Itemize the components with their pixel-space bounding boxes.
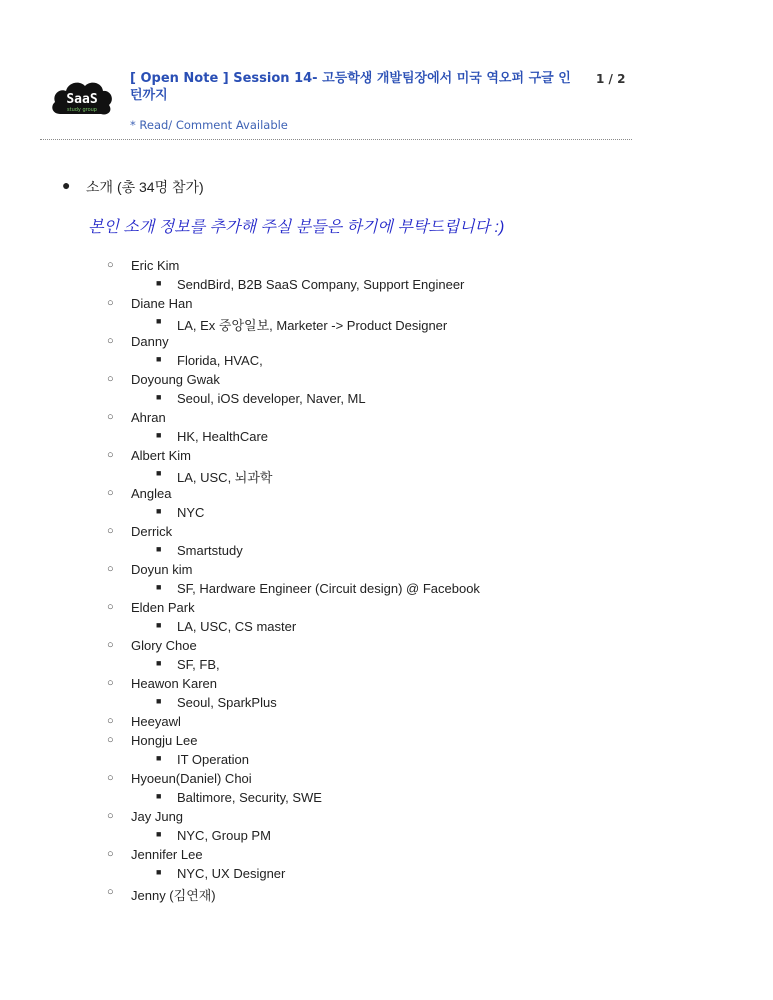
member-detail-row <box>0 752 773 771</box>
member-name: Danny <box>131 334 169 349</box>
member-item <box>0 258 773 296</box>
member-item <box>0 714 773 733</box>
member-detail: SendBird, B2B SaaS Company, Support Engineer <box>177 277 465 292</box>
hollow-bullet-icon: ○ <box>107 335 114 347</box>
member-name-row <box>0 372 773 391</box>
square-bullet-icon: ■ <box>156 658 162 668</box>
member-name: Heeyawl <box>131 714 181 729</box>
member-detail: NYC <box>177 505 205 520</box>
member-detail-row <box>0 543 773 562</box>
member-item <box>0 771 773 809</box>
member-item <box>0 296 773 334</box>
member-item <box>0 448 773 486</box>
member-name: Doyun kim <box>131 562 193 577</box>
member-detail-row <box>0 391 773 410</box>
logo-subtext: study group <box>67 107 97 113</box>
member-detail-row <box>0 353 773 372</box>
member-detail-row <box>0 581 773 600</box>
member-name-row <box>0 448 773 467</box>
member-detail-row <box>0 429 773 448</box>
member-name-row <box>0 258 773 277</box>
member-name-row <box>0 676 773 695</box>
member-name-row <box>0 771 773 790</box>
square-bullet-icon: ■ <box>156 506 162 516</box>
member-name-row <box>0 638 773 657</box>
member-detail-row <box>0 790 773 809</box>
member-name: Eric Kim <box>131 258 180 273</box>
member-detail: HK, HealthCare <box>177 429 269 444</box>
member-name: Ahran <box>131 410 166 425</box>
member-name-row <box>0 600 773 619</box>
square-bullet-icon: ■ <box>156 430 162 440</box>
square-bullet-icon: ■ <box>156 696 162 706</box>
member-detail: SF, FB, <box>177 657 220 672</box>
hollow-bullet-icon: ○ <box>107 639 114 651</box>
member-detail: Smartstudy <box>177 543 243 558</box>
member-item <box>0 885 773 904</box>
member-detail-row <box>0 315 773 334</box>
hollow-bullet-icon: ○ <box>107 810 114 822</box>
member-item <box>0 847 773 885</box>
member-item <box>0 600 773 638</box>
member-item <box>0 410 773 448</box>
member-detail: IT Operation <box>177 752 250 767</box>
hollow-bullet-icon: ○ <box>107 487 114 499</box>
member-detail: Florida, HVAC, <box>177 353 263 368</box>
hollow-bullet-icon: ○ <box>107 734 114 746</box>
member-item <box>0 809 773 847</box>
square-bullet-icon: ■ <box>156 582 162 592</box>
member-detail-row <box>0 467 773 486</box>
member-name: Hongju Lee <box>131 733 198 748</box>
member-item <box>0 486 773 524</box>
member-name-row <box>0 733 773 752</box>
hollow-bullet-icon: ○ <box>107 886 114 898</box>
member-name-row <box>0 562 773 581</box>
square-bullet-icon: ■ <box>156 829 162 839</box>
square-bullet-icon: ■ <box>156 278 162 288</box>
member-detail-row <box>0 828 773 847</box>
member-detail: Seoul, SparkPlus <box>177 695 277 710</box>
member-name-row <box>0 486 773 505</box>
member-name-row <box>0 714 773 733</box>
member-name: Glory Choe <box>131 638 197 653</box>
member-name: Heawon Karen <box>131 676 217 691</box>
hollow-bullet-icon: ○ <box>107 259 114 271</box>
hollow-bullet-icon: ○ <box>107 411 114 423</box>
member-detail-row <box>0 619 773 638</box>
member-name: Doyoung Gwak <box>131 372 220 387</box>
square-bullet-icon: ■ <box>156 791 162 801</box>
member-detail: NYC, UX Designer <box>177 866 286 881</box>
member-detail-row <box>0 695 773 714</box>
member-name: Jenny (김연재) <box>131 888 216 903</box>
square-bullet-icon: ■ <box>156 544 162 554</box>
member-name-row <box>0 296 773 315</box>
member-detail-row <box>0 866 773 885</box>
member-detail: LA, USC, CS master <box>177 619 297 634</box>
member-item <box>0 562 773 600</box>
member-name-row <box>0 524 773 543</box>
document-header <box>0 0 773 142</box>
hollow-bullet-icon: ○ <box>107 848 114 860</box>
hollow-bullet-icon: ○ <box>107 563 114 575</box>
document-title: [ Open Note ] Session 14- 고등학생 개발팀장에서 미국 역오퍼 구글 인턴까지 <box>130 71 571 103</box>
member-name: Derrick <box>131 524 173 539</box>
member-name: Anglea <box>131 486 172 501</box>
square-bullet-icon: ■ <box>156 316 162 326</box>
member-item <box>0 372 773 410</box>
member-name-row <box>0 885 773 904</box>
member-detail: Baltimore, Security, SWE <box>177 790 322 805</box>
saas-study-group-logo <box>50 76 114 118</box>
member-item <box>0 676 773 714</box>
member-detail-row <box>0 277 773 296</box>
square-bullet-icon: ■ <box>156 468 162 478</box>
member-name: Elden Park <box>131 600 195 615</box>
member-item <box>0 733 773 771</box>
member-item <box>0 524 773 562</box>
member-name: Jennifer Lee <box>131 847 203 862</box>
member-name-row <box>0 334 773 353</box>
square-bullet-icon: ■ <box>156 867 162 877</box>
header-divider <box>40 139 632 140</box>
member-name-row <box>0 847 773 866</box>
square-bullet-icon: ■ <box>156 392 162 402</box>
hollow-bullet-icon: ○ <box>107 449 114 461</box>
member-detail: Seoul, iOS developer, Naver, ML <box>177 391 366 406</box>
square-bullet-icon: ■ <box>156 753 162 763</box>
bullet-icon: ● <box>62 177 71 193</box>
member-detail: NYC, Group PM <box>177 828 271 843</box>
member-name-row <box>0 809 773 828</box>
member-name: Albert Kim <box>131 448 191 463</box>
member-detail: SF, Hardware Engineer (Circuit design) @ Facebook <box>177 581 480 596</box>
member-name-row <box>0 410 773 429</box>
member-list <box>0 258 773 904</box>
square-bullet-icon: ■ <box>156 354 162 364</box>
member-name: Hyoeun(Daniel) Choi <box>131 771 252 786</box>
intro-request-text: 본인 소개 정보를 추가해 주실 분들은 하기에 부탁드립니다 :) <box>88 219 505 236</box>
square-bullet-icon: ■ <box>156 620 162 630</box>
member-detail-row <box>0 505 773 524</box>
member-item <box>0 334 773 372</box>
access-note: * Read/ Comment Available <box>130 118 288 132</box>
section-heading-text: 소개 (총 34명 참가) <box>86 179 204 195</box>
hollow-bullet-icon: ○ <box>107 297 114 309</box>
logo-text: SaaS <box>66 92 98 107</box>
member-detail: LA, USC, 뇌과학 <box>177 470 273 485</box>
member-detail: LA, Ex 중앙일보, Marketer -> Product Designer <box>177 318 448 333</box>
hollow-bullet-icon: ○ <box>107 715 114 727</box>
hollow-bullet-icon: ○ <box>107 373 114 385</box>
hollow-bullet-icon: ○ <box>107 601 114 613</box>
cloud-logo-icon <box>50 76 114 118</box>
page-number: 1 / 2 <box>596 72 626 86</box>
hollow-bullet-icon: ○ <box>107 772 114 784</box>
hollow-bullet-icon: ○ <box>107 525 114 537</box>
member-name: Diane Han <box>131 296 193 311</box>
hollow-bullet-icon: ○ <box>107 677 114 689</box>
member-name: Jay Jung <box>131 809 184 824</box>
member-detail-row <box>0 657 773 676</box>
member-item <box>0 638 773 676</box>
